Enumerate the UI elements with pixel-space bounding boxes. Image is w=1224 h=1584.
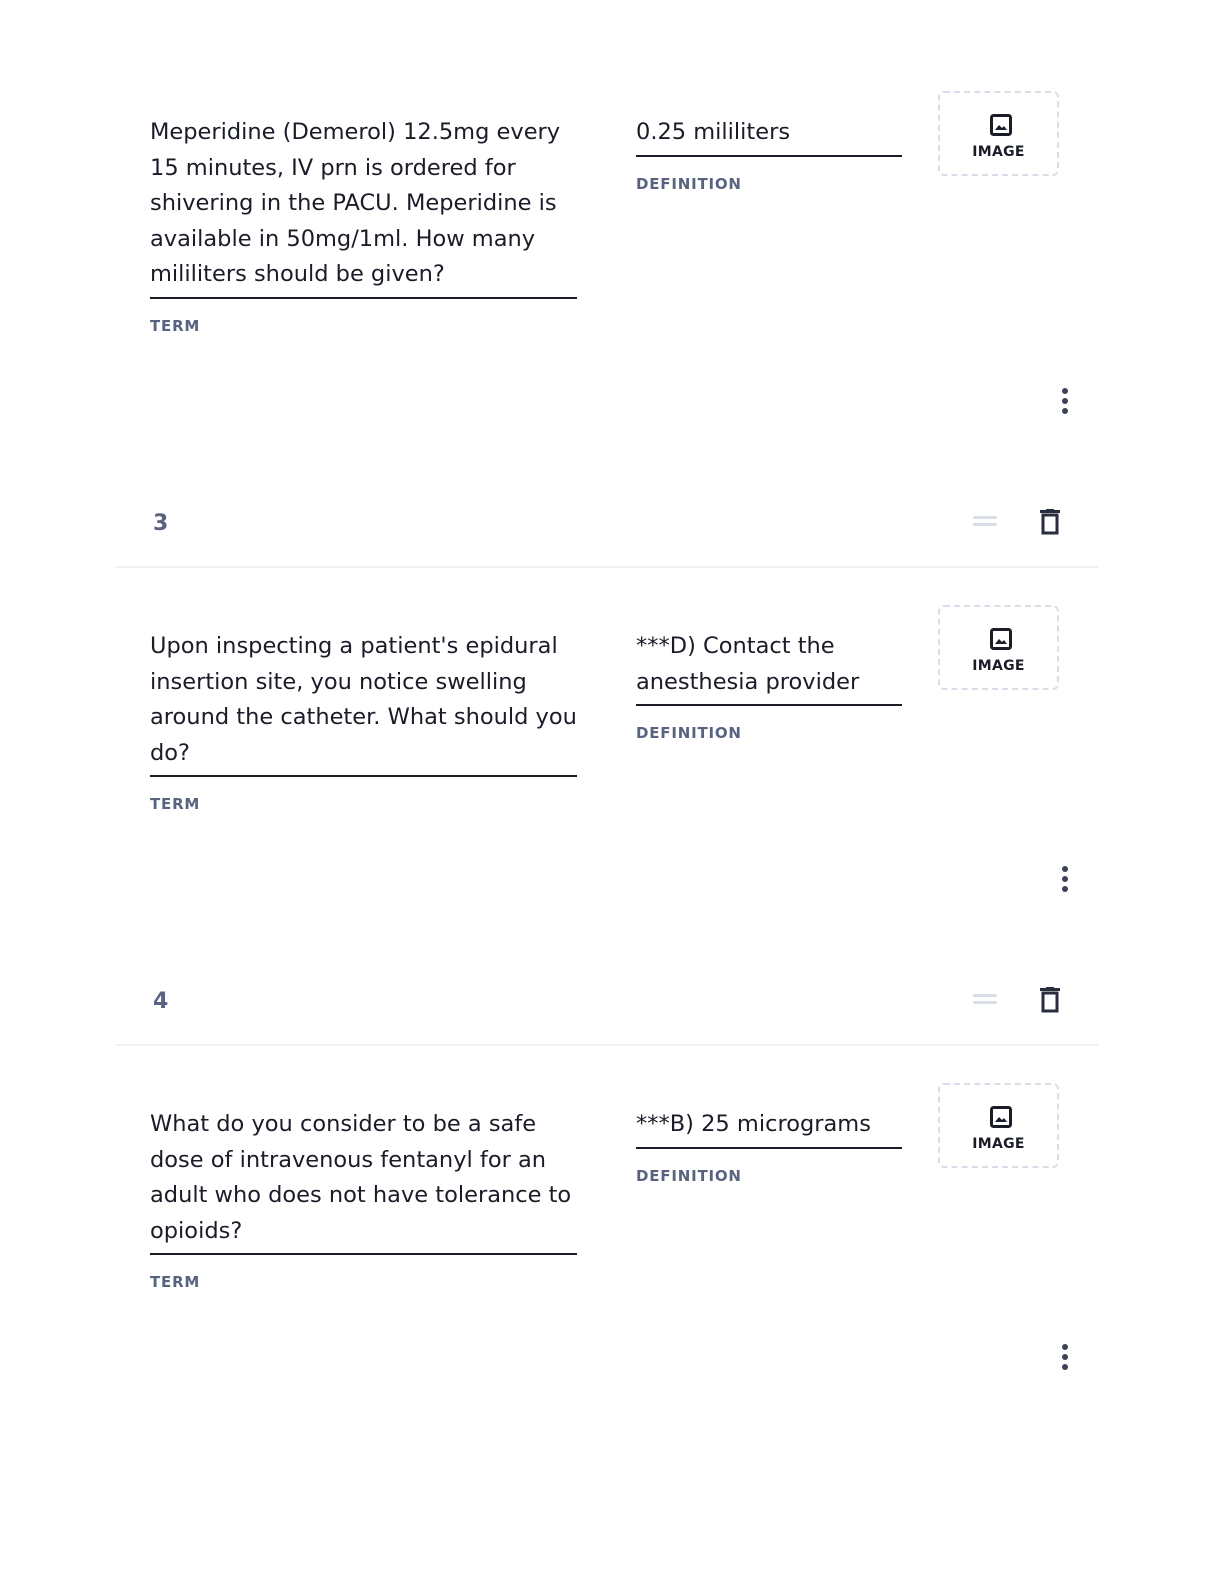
drag-handle-icon[interactable] [973, 516, 997, 528]
image-label: IMAGE [972, 658, 1025, 674]
more-options-icon[interactable] [1058, 866, 1072, 892]
image-icon [990, 1106, 1012, 1128]
definition-input[interactable]: 0.25 mililiters [636, 115, 902, 157]
term-label: TERM [150, 795, 201, 813]
card-number: 3 [153, 511, 169, 536]
definition-label: DEFINITION [636, 724, 742, 742]
definition-label: DEFINITION [636, 1166, 742, 1185]
definition-field[interactable] [636, 1107, 902, 1185]
add-image-button[interactable] [938, 605, 1059, 690]
definition-input[interactable]: ***D) Contact the anesthesia provider [636, 629, 902, 706]
image-label: IMAGE [972, 144, 1025, 160]
card-header [115, 502, 1098, 568]
term-label: TERM [150, 316, 201, 335]
term-field[interactable] [150, 115, 577, 335]
drag-handle-icon[interactable] [973, 994, 997, 1006]
image-icon [990, 628, 1012, 650]
term-label: TERM [150, 1273, 201, 1291]
card-header [115, 980, 1098, 1046]
definition-field[interactable] [636, 629, 902, 742]
term-input[interactable]: Upon inspecting a patient's epidural insertion site, you notice swelling around the catheter. What should you do? [150, 629, 577, 777]
image-icon [990, 114, 1012, 136]
trash-icon[interactable] [1039, 987, 1061, 1013]
card-number: 4 [153, 989, 169, 1014]
more-options-icon[interactable] [1058, 388, 1072, 414]
definition-input[interactable]: ***B) 25 micrograms [636, 1107, 902, 1149]
add-image-button[interactable] [938, 91, 1059, 176]
add-image-button[interactable] [938, 1083, 1059, 1168]
trash-icon[interactable] [1039, 509, 1061, 535]
term-field[interactable] [150, 629, 585, 813]
definition-field[interactable] [636, 115, 902, 193]
definition-label: DEFINITION [636, 174, 742, 193]
term-input[interactable]: Meperidine (Demerol) 12.5mg every 15 minutes, IV prn is ordered for shivering in the PACU. Meperidine is available in 50mg/1ml. How many mililiters should be given? [150, 115, 577, 299]
term-field[interactable] [150, 1107, 577, 1291]
image-label: IMAGE [972, 1136, 1025, 1152]
more-options-icon[interactable] [1058, 1344, 1072, 1370]
term-input[interactable]: What do you consider to be a safe dose of intravenous fentanyl for an adult who does not have tolerance to opioids? [150, 1107, 577, 1255]
